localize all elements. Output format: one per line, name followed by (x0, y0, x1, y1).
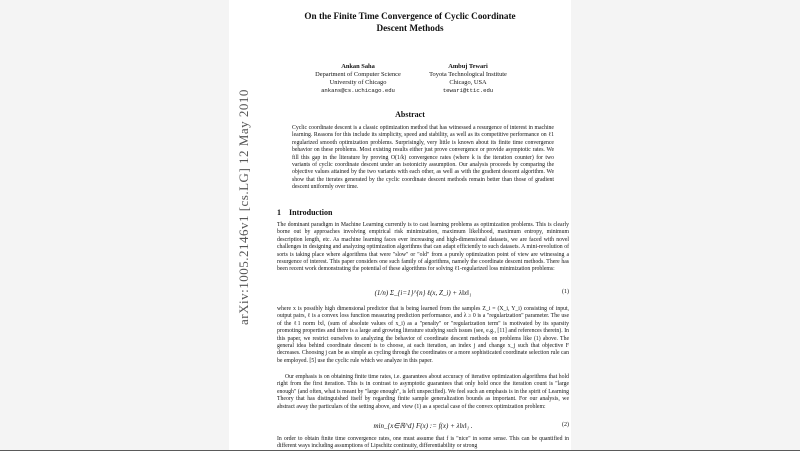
paragraph-text: The dominant paradigm in Machine Learning currently is to cast learning problems as optimization problems. This is clearly borne out by approaches involving empirical risk minimization, maximum likelihood, maximum entropy, minimum description length, etc. As machine learning faces ever increasing and high-dimensional datasets, we are faced with novel challenges in designing and analyzing optimization algorithms that can adapt efficiently to such datasets. A mini-revolution of sorts is taking place where algorithms that were "slow" or "old" from a purely optimization point of view are witnessing a resurgence of interest. This paper considers one such family of algorithms, namely the coordinate descent methods. There has been recent work demonstrating the potential of these algorithms for solving ℓ1-regularized loss minimization problems: (277, 222, 569, 273)
paragraph-text: In order to obtain finite time convergence rates, one must assume that f is "nice" in some sense. This can be quantified in different ways including assumptions of Lipschitz continuity, differentiability or strong (277, 436, 569, 450)
section-title: Introduction (289, 208, 333, 217)
author-inst: University of Chicago (329, 79, 387, 86)
author-name: Ankan Saha (341, 63, 375, 70)
equation-label: (1) (562, 289, 569, 295)
equation-1 (277, 285, 569, 301)
intro-paragraph-2 (277, 306, 569, 365)
arxiv-identifier: arXiv:1005.2146v1 [cs.LG] 12 May 2010 (236, 89, 251, 325)
paragraph-text: Our emphasis is on obtaining finite time rates, i.e. guarantees about accuracy of iterative optimization algorithms that hold right from the first iteration. This is in contrast to asymptotic guarantees that only hold once the iteration count is "large enough" (and often, what is meant by "large enough", is left unspecified). We feel such an emphasis is in the spirit of Learning Theory that has distinguished itself by regarding finite sample generalization bounds as important. For our analysis, we abstract away the particulars of the setting above, and view (1) as a special case of the convex optimization problem: (277, 374, 569, 410)
equation-2 (277, 418, 569, 434)
author-inst: Chicago, USA (449, 79, 487, 86)
right-margin (571, 0, 800, 450)
intro-paragraph-4 (277, 436, 569, 451)
author-email: ankans@cs.uchicago.edu (321, 87, 395, 94)
abstract-heading: Abstract (395, 110, 425, 119)
left-margin (0, 0, 229, 450)
paper-title: On the Finite Time Convergence of Cyclic Coordinate Descent Methods (304, 11, 516, 33)
author-name: Ambuj Tewari (448, 63, 488, 70)
author-email: tewari@ttic.edu (442, 87, 494, 94)
author-block (408, 63, 528, 95)
section-heading (277, 208, 332, 217)
equation-label: (2) (562, 422, 569, 428)
intro-paragraph-1 (277, 222, 569, 274)
equation-body: min_{x∈ℝ^d} F(x) := f(x) + λ‖x‖₁ . (373, 422, 473, 430)
author-dept: Toyota Technological Institute (429, 71, 507, 78)
abstract-body (292, 125, 554, 192)
abstract-text: Cyclic coordinate descent is a classic optimization method that has witnessed a resurgence of interest in machine learning. Reasons for this include its simplicity, speed and stability, as well as its competitive performance on ℓ1 regularized smooth optimization problems. Surprisingly, very little is known about its finite time convergence behavior on these problems. Most existing results either just prove convergence or provide asymptotic rates. We fill this gap in the literature by proving O(1/k) convergence rates (where k is the iteration counter) for two variants of cyclic coordinate descent under an isotonicity assumption. Our analysis proceeds by comparing the objective values attained by the two variants with each other, as well as with the gradient descent algorithm. We show that the iterates generated by the cyclic coordinate descent methods remain better than those of gradient descent uniformly over time. (292, 125, 554, 191)
author-block (298, 63, 418, 95)
section-number: 1 (277, 208, 281, 217)
paragraph-text: where x is possibly high dimensional predictor that is being learned from the samples Z_i = (X_i, Y_i) consisting of input, output pairs, ℓ is a convex loss function measuring prediction performance, and λ ≥ 0 is a "regularization" parameter. The use of the ℓ1 norm ‖x‖₁ (sum of absolute values of x_i) as a "penalty" or "regularization term" is motivated by its sparsity promoting properties and there is a large and growing literature studying such issues (see, e.g., [11] and references therein). In this paper, we restrict ourselves to analyzing the behavior of coordinate descent methods on problems like (1) above. The general idea behind coordinate descent is to choose, at each iteration, an index j and change x_j such that objective F decreases. Choosing j can be as simple as cycling through the coordinates or a more sophisticated coordinate selection rule can be employed. [5] use the cyclic rule which we analyze in this paper. (277, 306, 569, 364)
author-dept: Department of Computer Science (315, 71, 401, 78)
equation-body: (1/n) Σ_{i=1}^{n} ℓ(x, Z_i) + λ‖x‖₁ (374, 289, 472, 297)
intro-paragraph-3 (277, 374, 569, 411)
